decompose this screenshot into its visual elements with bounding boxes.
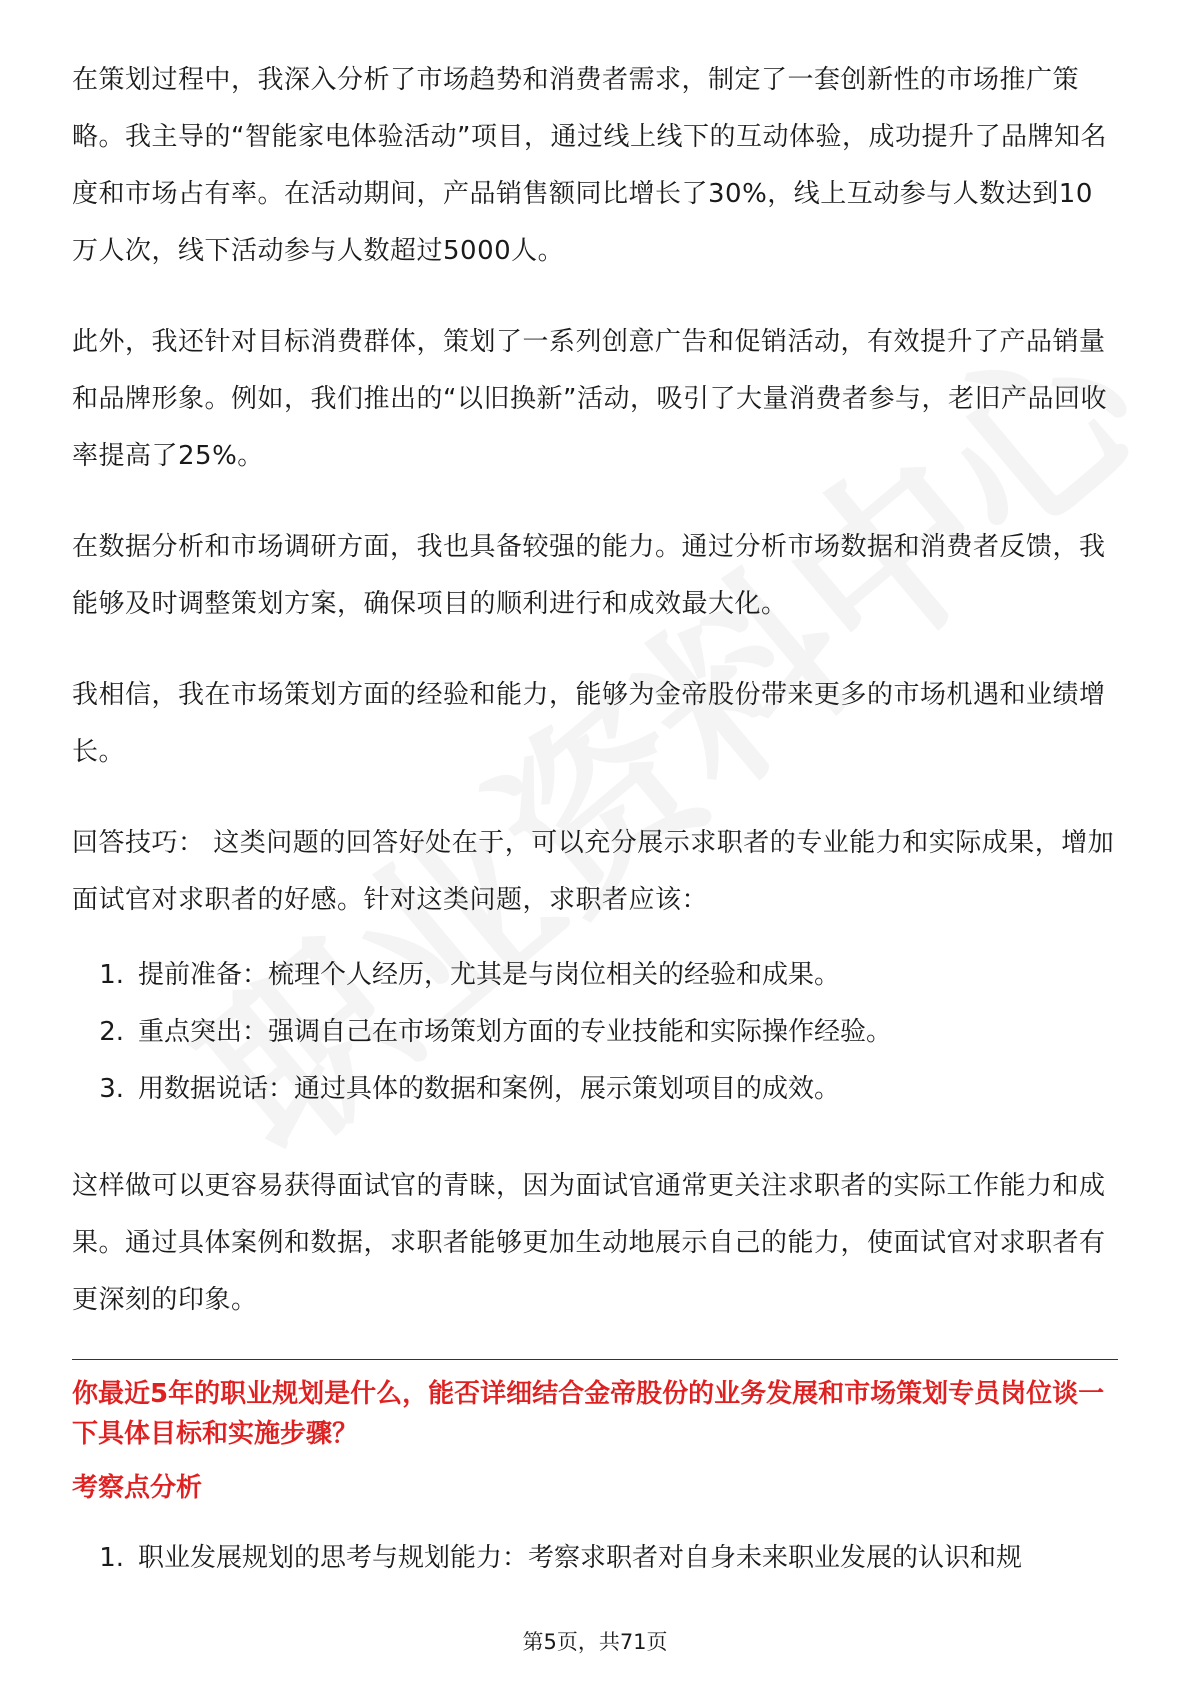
answer-tips-intro: 回答技巧： 这类问题的回答好处在于，可以充分展示求职者的专业能力和实际成果，增加面试官对求职者的好感。针对这类问题，求职者应该： (72, 828, 1115, 915)
document-page (72, 52, 1118, 1587)
question-heading: 你最近5年的职业规划是什么，能否详细结合金帝股份的业务发展和市场策划专员岗位谈一下具体目标和实施步骤？ (72, 1379, 1105, 1449)
list-item (72, 1530, 1118, 1587)
page-footer: 第5页，共71页 (522, 1630, 668, 1654)
points-list (72, 1530, 1118, 1587)
list-number: 1. (99, 960, 124, 990)
closing-paragraph: 这样做可以更容易获得面试官的青睐，因为面试官通常更关注求职者的实际工作能力和成果。通过具体案例和数据，求职者能够更加生动地展示自己的能力，使面试官对求职者有更深刻的印象。 (72, 1171, 1106, 1315)
list-text: 用数据说话：通过具体的数据和案例，展示策划项目的成效。 (138, 1074, 841, 1104)
paragraph: 在数据分析和市场调研方面，我也具备较强的能力。通过分析市场数据和消费者反馈，我能够及时调整策划方案，确保项目的顺利进行和成效最大化。 (72, 532, 1106, 619)
list-item (72, 1004, 1118, 1061)
section-heading: 考察点分析 (72, 1473, 203, 1503)
section-divider (72, 1359, 1118, 1360)
tips-list (72, 947, 1118, 1118)
list-number: 1. (99, 1543, 124, 1573)
list-number: 3. (99, 1074, 124, 1104)
paragraph: 此外，我还针对目标消费群体，策划了一系列创意广告和促销活动，有效提升了产品销量和品牌形象。例如，我们推出的“以旧换新”活动，吸引了大量消费者参与，老旧产品回收率提高了25%。 (72, 327, 1107, 471)
list-item (72, 1061, 1118, 1118)
list-text: 提前准备：梳理个人经历，尤其是与岗位相关的经验和成果。 (138, 960, 841, 990)
list-text: 重点突出：强调自己在市场策划方面的专业技能和实际操作经验。 (138, 1017, 893, 1047)
paragraph: 在策划过程中，我深入分析了市场趋势和消费者需求，制定了一套创新性的市场推广策略。我主导的“智能家电体验活动”项目，通过线上线下的互动体验，成功提升了品牌知名度和市场占有率。在活动期间，产品销售额同比增长了30%，线上互动参与人数达到10万人次，线下活动参与人数超过5000人。 (72, 65, 1107, 266)
list-text: 职业发展规划的思考与规划能力：考察求职者对自身未来职业发展的认识和规 (138, 1543, 1023, 1573)
list-number: 2. (99, 1017, 124, 1047)
paragraph: 我相信，我在市场策划方面的经验和能力，能够为金帝股份带来更多的市场机遇和业绩增长。 (72, 680, 1106, 767)
list-item (72, 947, 1118, 1004)
